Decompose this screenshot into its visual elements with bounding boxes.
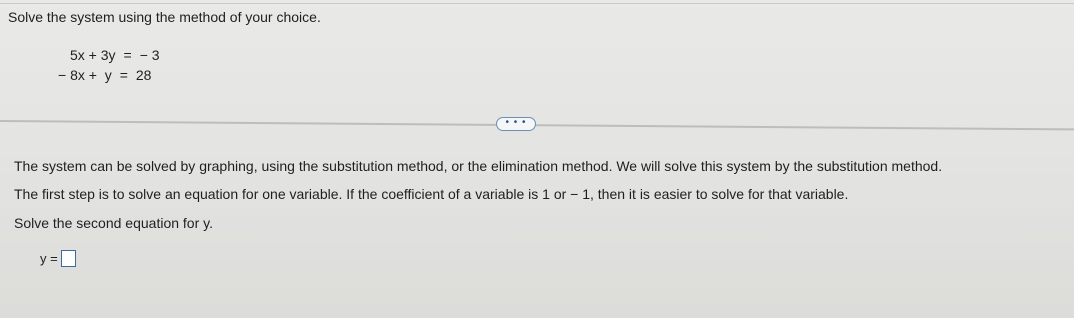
answer-row: [40, 250, 76, 267]
equation-1-rhs: − 3: [139, 47, 160, 63]
top-divider: [0, 3, 1074, 4]
equation-2-rhs: 28: [135, 67, 152, 83]
equation-2-lhs: − 8x + y: [58, 67, 112, 83]
answer-prefix: y =: [40, 251, 58, 266]
section-divider: [0, 120, 1074, 130]
equation-1: [58, 45, 160, 65]
explanation-line-2: The first step is to solve an equation for one variable. If the coefficient of a variable is 1 or − 1, then it is easier to solve for that variable.: [14, 186, 849, 202]
explanation-line-1: The system can be solved by graphing, using the substitution method, or the elimination method. We will solve this system by the substitution method.: [14, 158, 943, 174]
equation-2-equals: =: [119, 67, 128, 83]
answer-input[interactable]: [61, 250, 76, 267]
question-prompt: Solve the system using the method of your choice.: [8, 9, 321, 25]
equation-system: [58, 45, 160, 85]
equation-1-lhs: 5x + 3y: [70, 47, 116, 63]
more-button[interactable]: • • •: [496, 117, 536, 131]
explanation-line-3: Solve the second equation for y.: [14, 215, 213, 231]
equation-1-equals: =: [123, 47, 132, 63]
equation-2: [58, 65, 160, 85]
